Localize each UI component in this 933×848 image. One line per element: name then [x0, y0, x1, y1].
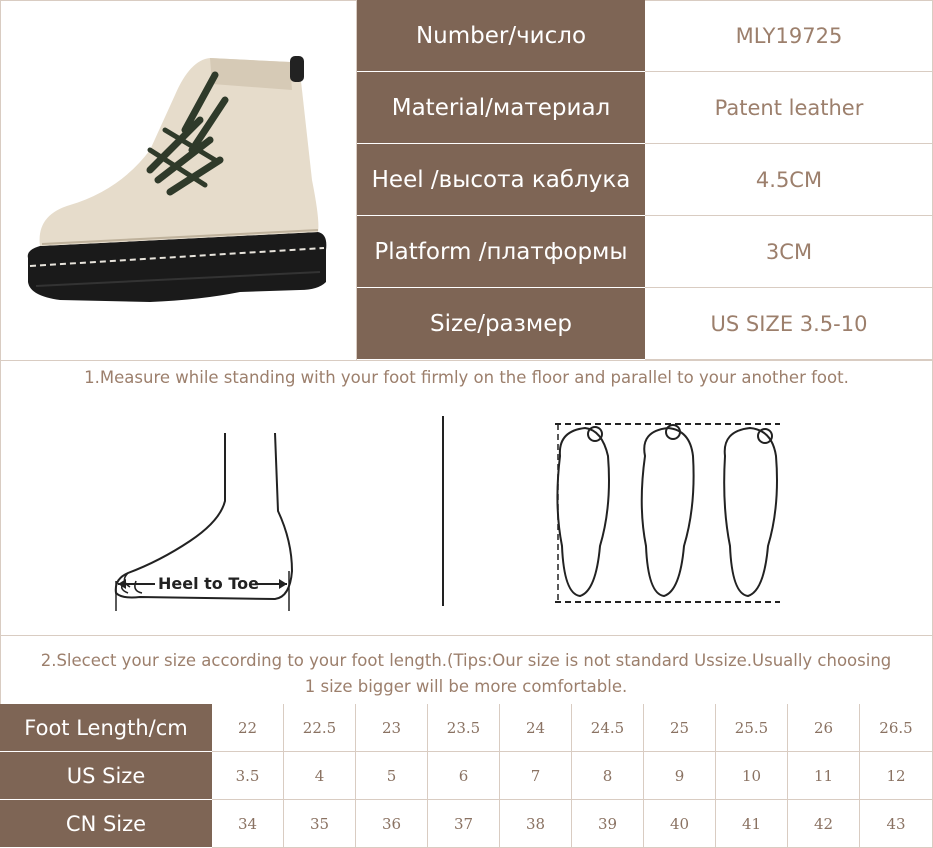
spec-row-heel — [357, 144, 933, 216]
spec-label: Number/число — [357, 0, 645, 72]
heel-to-toe-label: Heel to Toe — [158, 574, 259, 593]
measure-section — [0, 360, 933, 636]
size-cell: 5 — [356, 752, 428, 800]
spec-value: 3CM — [645, 216, 933, 288]
size-row-us — [0, 752, 933, 800]
size-note-line1: 2.Slecect your size according to your foot length.(Tips:Our size is not standard Ussize.Usually choosing — [40, 651, 892, 670]
size-cell: 24 — [500, 704, 572, 752]
size-row-foot-length — [0, 704, 933, 752]
size-cell: 23 — [356, 704, 428, 752]
spec-row-material — [357, 72, 933, 144]
spec-table — [357, 0, 933, 360]
size-cell: 8 — [572, 752, 644, 800]
measure-instruction: 1.Measure while standing with your foot firmly on the floor and parallel to your another foot. — [84, 368, 849, 387]
size-cell: 11 — [788, 752, 860, 800]
spec-value: US SIZE 3.5-10 — [645, 288, 933, 360]
size-cell: 6 — [428, 752, 500, 800]
spec-label: Platform /платформы — [357, 216, 645, 288]
vertical-divider — [442, 416, 444, 606]
size-note-text — [6, 648, 926, 700]
size-cell: 41 — [716, 800, 788, 848]
size-cell: 22.5 — [284, 704, 356, 752]
size-cell: 39 — [572, 800, 644, 848]
spec-row-platform — [357, 216, 933, 288]
spec-label: Heel /высота каблука — [357, 144, 645, 216]
size-cell: 43 — [860, 800, 933, 848]
size-note-line2: 1 size bigger will be more comfortable. — [304, 677, 628, 696]
size-cell: 22 — [212, 704, 284, 752]
size-cell: 23.5 — [428, 704, 500, 752]
size-row-label: US Size — [0, 752, 212, 800]
spec-label: Size/размер — [357, 288, 645, 360]
size-cell: 3.5 — [212, 752, 284, 800]
size-row-cn — [0, 800, 933, 848]
size-cell: 42 — [788, 800, 860, 848]
size-row-label: CN Size — [0, 800, 212, 848]
size-cell: 7 — [500, 752, 572, 800]
size-cell: 38 — [500, 800, 572, 848]
size-row-label: Foot Length/cm — [0, 704, 212, 752]
size-cell: 26 — [788, 704, 860, 752]
spec-row-number — [357, 0, 933, 72]
size-cell: 25 — [644, 704, 716, 752]
size-cell: 34 — [212, 800, 284, 848]
spec-row-size — [357, 288, 933, 360]
product-image — [0, 0, 357, 360]
size-cell: 26.5 — [860, 704, 933, 752]
size-cell: 12 — [860, 752, 933, 800]
spec-label: Material/материал — [357, 72, 645, 144]
size-cell: 24.5 — [572, 704, 644, 752]
size-cell: 25.5 — [716, 704, 788, 752]
size-note — [0, 636, 933, 704]
spec-value: MLY19725 — [645, 0, 933, 72]
size-cell: 4 — [284, 752, 356, 800]
size-cell: 10 — [716, 752, 788, 800]
size-cell: 35 — [284, 800, 356, 848]
size-cell: 36 — [356, 800, 428, 848]
boot-illustration — [0, 0, 356, 360]
spec-value: 4.5CM — [645, 144, 933, 216]
top-feet-icon — [540, 416, 790, 611]
size-table — [0, 704, 933, 848]
spec-value: Patent leather — [645, 72, 933, 144]
size-cell: 37 — [428, 800, 500, 848]
size-cell: 9 — [644, 752, 716, 800]
size-cell: 40 — [644, 800, 716, 848]
